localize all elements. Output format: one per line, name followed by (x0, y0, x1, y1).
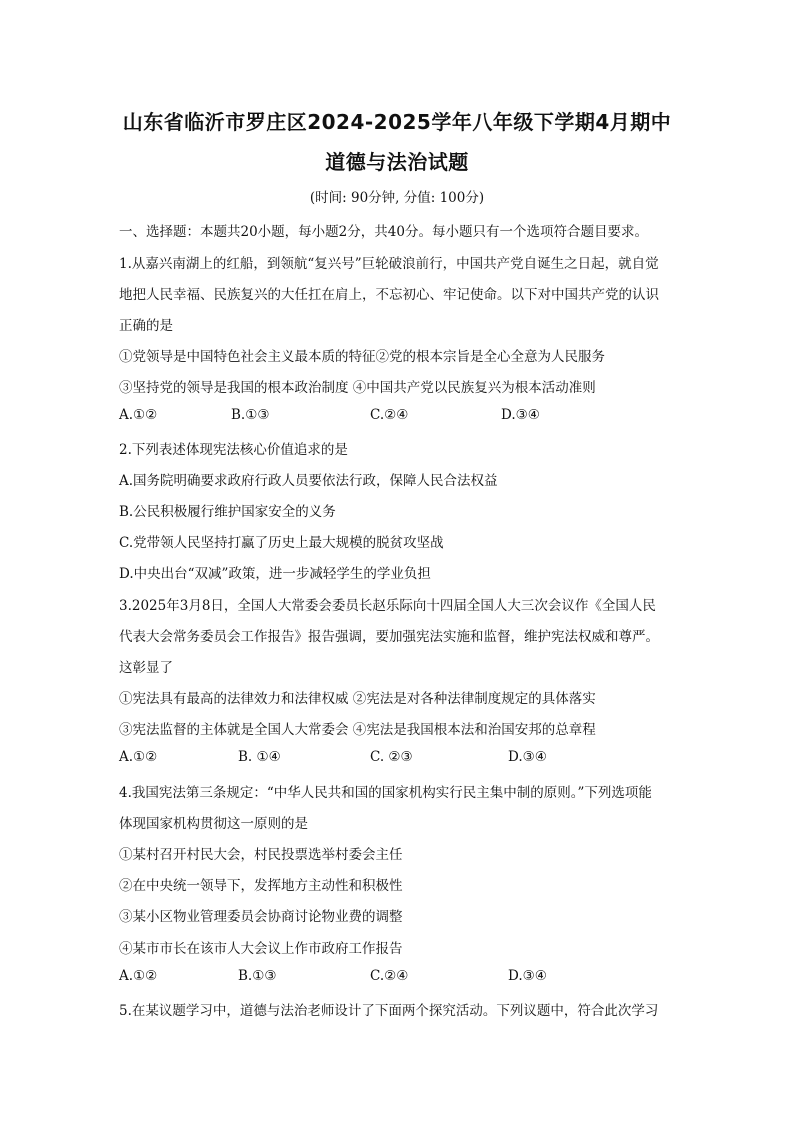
q1-option-d: D.③④ (501, 407, 540, 423)
q1-statement-2: ③坚持党的领导是我国的根本政治制度 ④中国共产党以民族复兴为根本活动准则 (119, 380, 596, 396)
q4-statement-2: ②在中央统一领导下，发挥地方主动性和积极性 (119, 878, 403, 894)
q4-stem-line2: 体现国家机构贯彻这一原则的是 (119, 816, 308, 832)
q3-option-b: B. ①④ (238, 749, 281, 765)
q3-option-c: C. ②③ (370, 749, 413, 765)
q3-option-a: A.①② (119, 749, 158, 765)
q3-stem-line3: 这彰显了 (119, 660, 173, 676)
q5-stem: 5.在某议题学习中，道德与法治老师设计了下面两个探究活动。下列议题中，符合此次学习 (119, 1003, 659, 1019)
q4-option-a: A.①② (119, 968, 158, 984)
q3-statement-2: ③宪法监督的主体就是全国人大常委会 ④宪法是我国根本法和治国安邦的总章程 (119, 722, 596, 738)
q2-choice-c: C.党带领人民坚持打赢了历史上最大规模的脱贫攻坚战 (119, 535, 444, 551)
q4-statement-3: ③某小区物业管理委员会协商讨论物业费的调整 (119, 909, 403, 925)
q2-choice-d: D.中央出台“双减”政策，进一步减轻学生的学业负担 (119, 566, 431, 582)
q2-choice-b: B.公民积极履行维护国家安全的义务 (119, 504, 336, 520)
q1-stem-line3: 正确的是 (119, 318, 173, 334)
q4-statement-1: ①某村召开村民大会，村民投票选举村委会主任 (119, 847, 403, 863)
q2-stem: 2.下列表述体现宪法核心价值追求的是 (119, 442, 348, 458)
q1-option-c: C.②④ (370, 407, 409, 423)
exam-title-line1: 山东省临沂市罗庄区2024-2025学年八年级下学期4月期中 (122, 110, 672, 134)
q1-statement-1: ①党领导是中国特色社会主义最本质的特征②党的根本宗旨是全心全意为人民服务 (119, 349, 605, 365)
q3-option-d: D.③④ (508, 749, 547, 765)
q4-option-b: B.①③ (238, 968, 277, 984)
q3-statement-1: ①宪法具有最高的法律效力和法律权威 ②宪法是对各种法律制度规定的具体落实 (119, 691, 596, 707)
q1-option-a: A.①② (119, 407, 158, 423)
q2-choice-a: A.国务院明确要求政府行政人员要依法行政，保障人民合法权益 (119, 473, 498, 489)
exam-title-line2: 道德与法治试题 (325, 150, 469, 174)
exam-subtitle: (时间: 90分钟, 分值: 100分) (309, 190, 485, 206)
q3-stem-line2: 代表大会常务委员会工作报告》报告强调，要加强宪法实施和监督，维护宪法权威和尊严。 (119, 629, 659, 645)
section-heading: 一、选择题：本题共20小题，每小题2分，共40分。每小题只有一个选项符合题目要求。 (119, 224, 648, 240)
q1-stem-line2: 地把人民幸福、民族复兴的大任扛在肩上，不忘初心、牢记使命。以下对中国共产党的认识 (119, 287, 659, 303)
q1-option-b: B.①③ (231, 407, 270, 423)
q4-option-c: C.②④ (370, 968, 409, 984)
q4-option-d: D.③④ (508, 968, 547, 984)
q1-stem-line1: 1.从嘉兴南湖上的红船，到领航“复兴号”巨轮破浪前行，中国共产党自诞生之日起，就自觉 (119, 256, 659, 272)
q4-stem-line1: 4.我国宪法第三条规定：“中华人民共和国的国家机构实行民主集中制的原则。”下列选项能 (119, 785, 652, 801)
q4-statement-4: ④某市市长在该市人大会议上作市政府工作报告 (119, 941, 403, 957)
q3-stem-line1: 3.2025年3月8日，全国人大常委会委员长赵乐际向十四届全国人大三次会议作《全国人民 (119, 598, 656, 614)
